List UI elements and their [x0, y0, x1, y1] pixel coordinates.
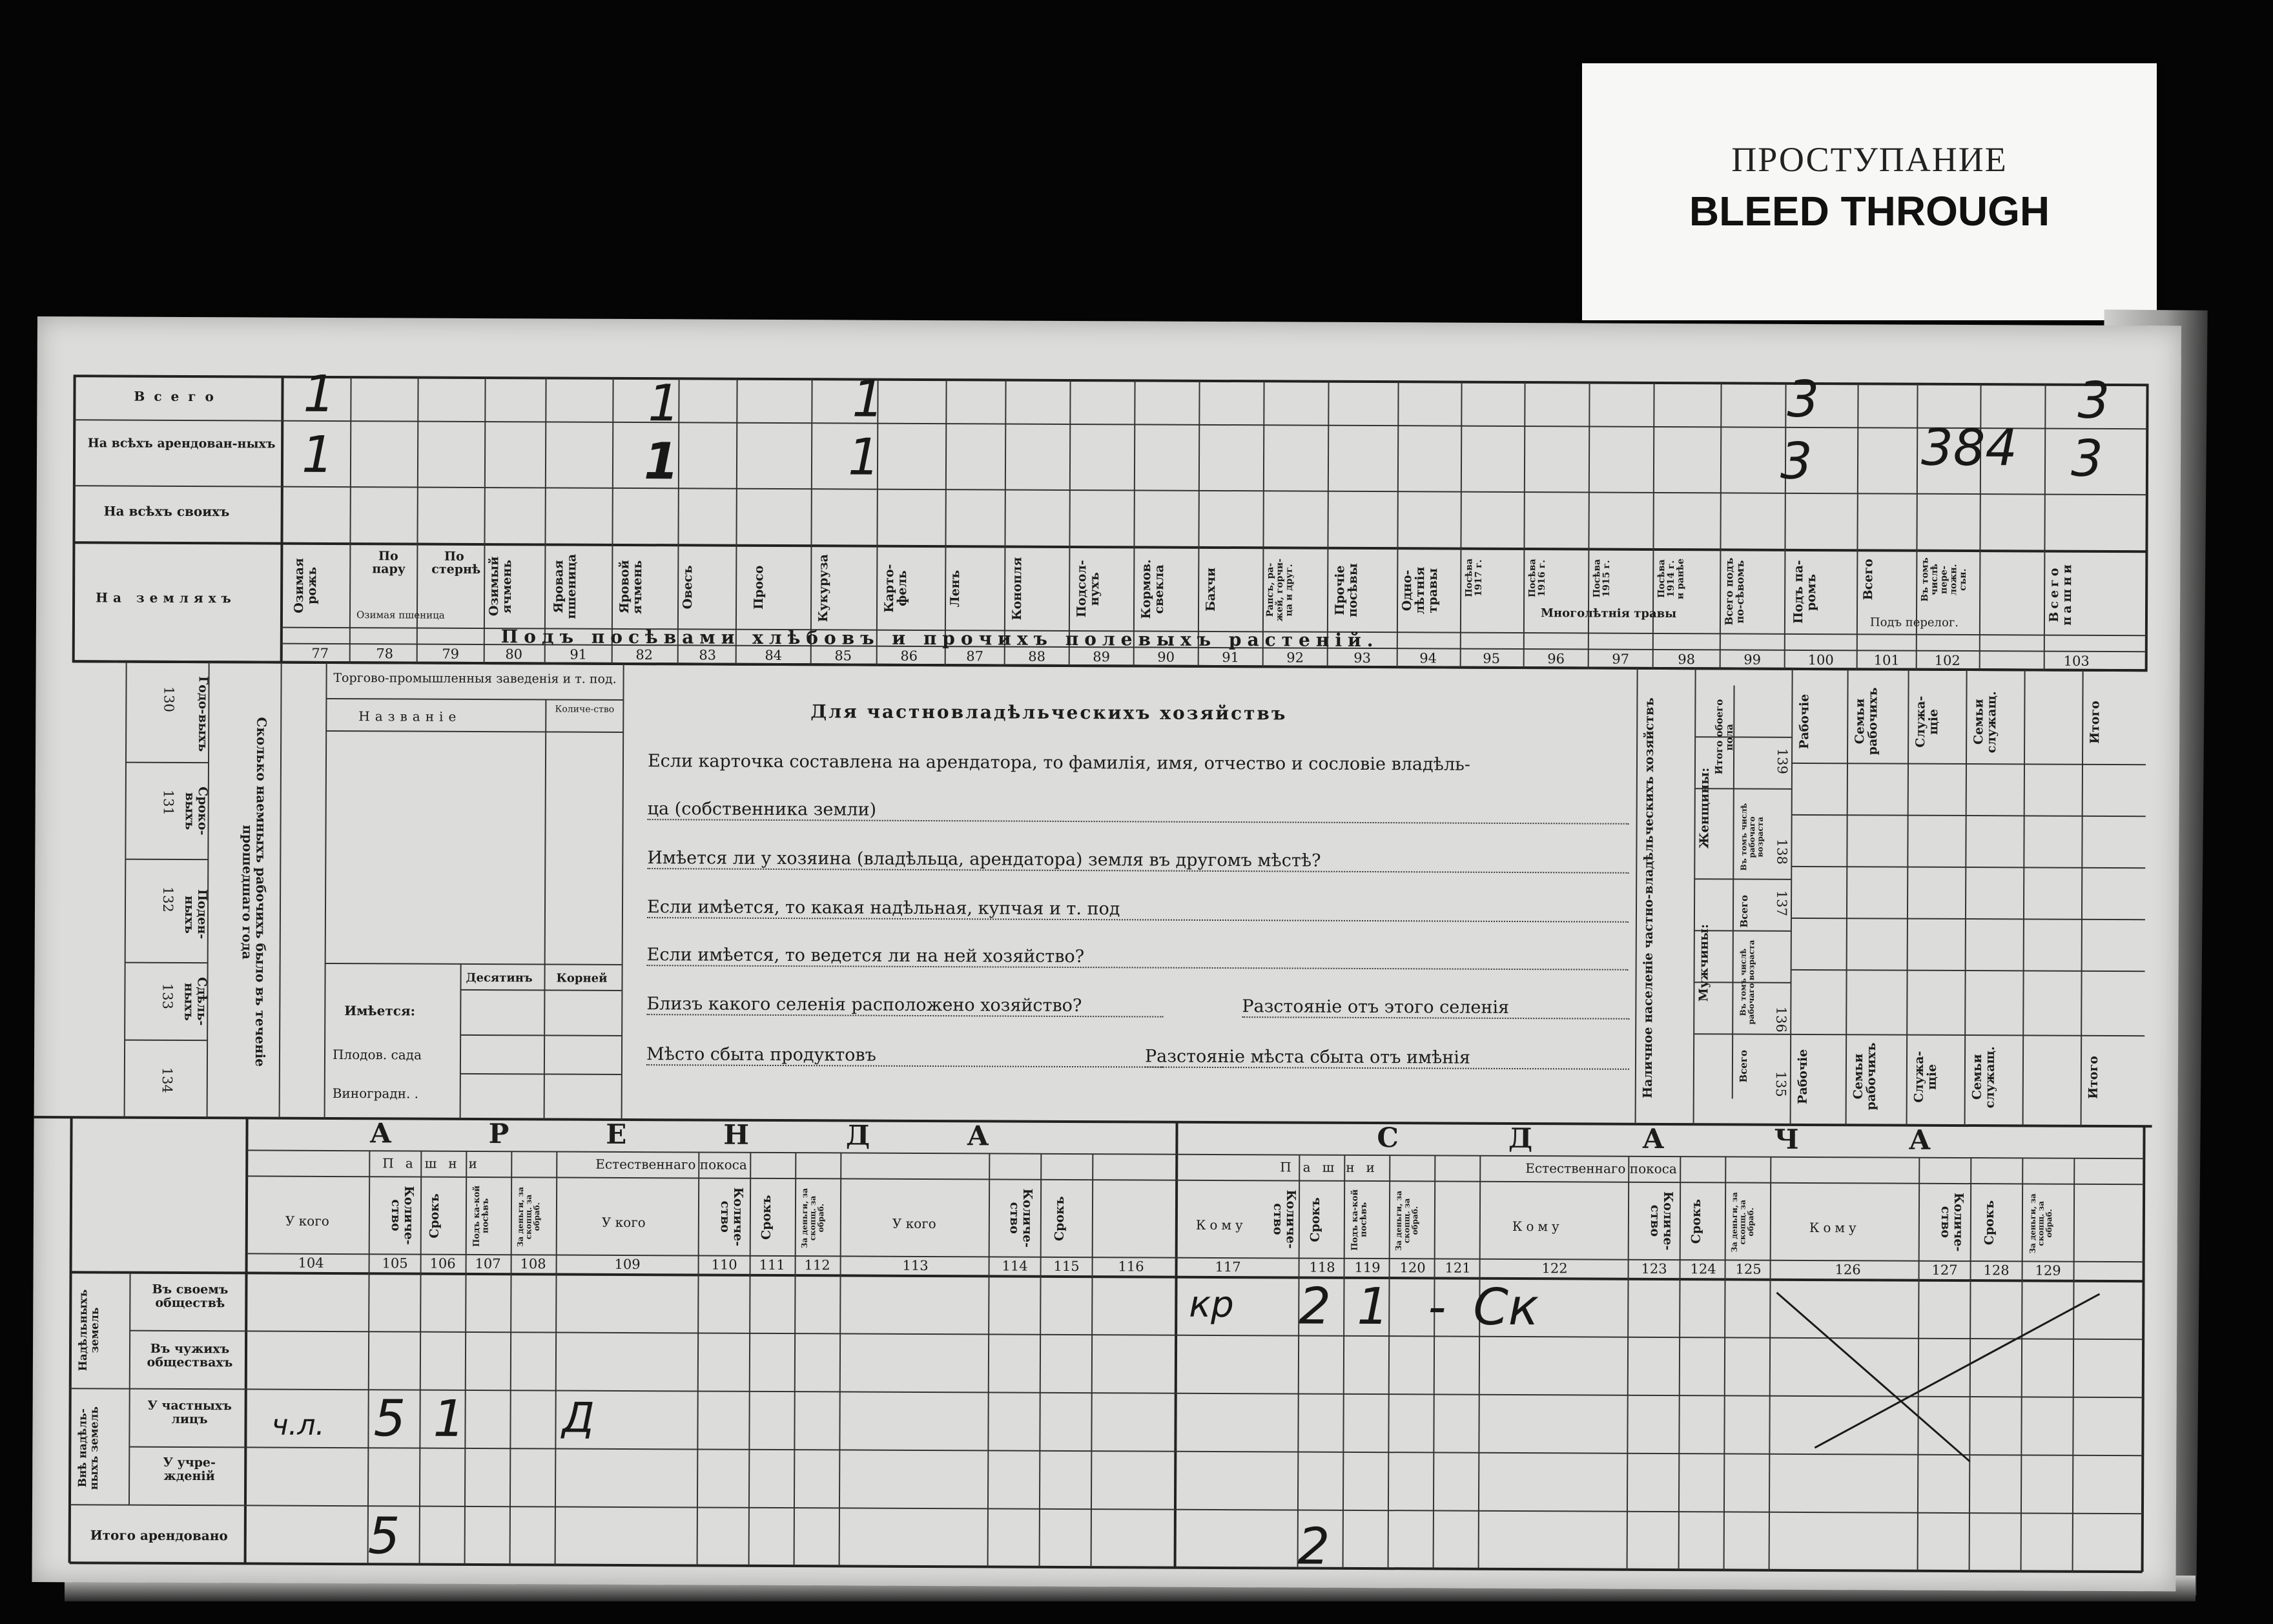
- crop-header: Посѣва 1917 г.: [1464, 558, 1485, 597]
- crop-header: Яровой ячмень: [617, 560, 645, 614]
- crop-header: Посѣва 1914 г. и ранѣе: [1656, 558, 1686, 599]
- col-number: 128: [1983, 1262, 2010, 1279]
- col-number: 110: [711, 1257, 737, 1273]
- col-number: 112: [804, 1257, 830, 1273]
- col-number: 87: [966, 648, 984, 664]
- u-kogo-header-2: У кого: [601, 1214, 646, 1231]
- col-number: 126: [1835, 1262, 1861, 1278]
- crop-header: Подсол-нухъ: [1074, 560, 1102, 618]
- crop-header: Просо: [752, 565, 766, 610]
- col-number: 80: [505, 646, 523, 663]
- crop-header: Озимая рожь: [291, 557, 320, 613]
- row-chuzhih-obshchestvah: Въ чужихъ обществахъ: [147, 1341, 233, 1370]
- arenda-title: АРЕНДА: [369, 1117, 1086, 1153]
- col-number: 92: [1286, 650, 1304, 666]
- question-owner-a: Если карточка составлена на арендатора, то фамилiя, имя, отчество и сословiе владѣль-: [647, 751, 1471, 775]
- label-card-russian: ПРОСТУПАНИЕ: [1731, 140, 2008, 179]
- question-market: Мѣсто сбыта продуктовъ: [646, 1045, 1163, 1067]
- handwritten-arend-perelog: 384: [1920, 418, 2018, 478]
- srok-header-6: Срокъ: [1982, 1200, 1997, 1245]
- pop-col-employee-families-bottom: Семьи служащ.: [1970, 1046, 1998, 1109]
- crop-header: По пару: [372, 549, 406, 577]
- col-number: 118: [1309, 1259, 1335, 1275]
- pop-col-total: Итого: [2088, 701, 2103, 745]
- women-label: Женщины:: [1697, 767, 1712, 849]
- col-number: 102: [1934, 652, 1960, 668]
- pod-kakoy-header: Подъ ка-кой посѣвъ: [471, 1185, 491, 1247]
- question-other-land: Имѣется ли у хозяина (владѣльца, арендатора) земля въ другомъ мѣстѣ?: [647, 848, 1629, 873]
- col-number: 99: [1743, 652, 1762, 668]
- kol-header-4: Количе-ство: [1270, 1189, 1299, 1249]
- hired-workers-title: Сколько наемныхъ рабочихъ было въ теченiе прошедшаго года: [239, 717, 270, 1067]
- col-number: 106: [429, 1255, 456, 1271]
- handwritten-srok-1: 1: [1357, 1277, 1390, 1337]
- col-number: 122: [1541, 1260, 1568, 1277]
- col-number: 90: [1157, 649, 1175, 665]
- col-number: 98: [1678, 652, 1696, 668]
- kol-header: Количе-ство: [388, 1186, 417, 1246]
- crop-header: Кукуруза: [816, 553, 831, 622]
- handwritten-d: Д: [562, 1394, 595, 1443]
- col-number: 94: [1419, 650, 1437, 666]
- handwritten-itogo-2: 2: [1297, 1517, 1330, 1576]
- pop-col-workers-bottom: Рабочiе: [1795, 1049, 1811, 1104]
- col-number: 123: [1641, 1260, 1667, 1277]
- komu-header-2: Кому: [1512, 1218, 1563, 1235]
- population-title: Наличное населенiе частно-владѣльческихъ хозяйствъ: [1640, 697, 1657, 1099]
- pod-kakoy-header-2: Подъ ка-кой посѣвъ: [1350, 1189, 1369, 1251]
- col-number: 120: [1399, 1260, 1426, 1276]
- handwritten-itogo-5: 5: [367, 1507, 400, 1566]
- col-number: 86: [900, 648, 918, 664]
- kol-header-3: Количе-ство: [1007, 1188, 1035, 1248]
- crop-header: Всего: [1861, 559, 1876, 601]
- handwritten-chl: ч.л.: [271, 1408, 325, 1442]
- row-svoem-obshchestve: Въ своемъ обществѣ: [152, 1282, 229, 1311]
- women-total: Всего: [1738, 895, 1751, 928]
- label-card-english: BLEED THROUGH: [1689, 188, 2050, 234]
- handwritten-vsego-corn: 1: [852, 370, 885, 429]
- arenda-pashni: Пашни: [382, 1155, 489, 1172]
- col-number: 125: [1735, 1261, 1762, 1277]
- both-sexes-total: Итого обоего пола: [1712, 699, 1736, 775]
- col-number: 108: [520, 1256, 546, 1272]
- handwritten-arend-total-sown: 3: [1780, 432, 1813, 491]
- za-dengi-header-3: За деньги, за скопщ. за обраб.: [1394, 1190, 1420, 1251]
- sdacha-pokos: Естественнаго покоса: [1525, 1160, 1677, 1177]
- col-number: 129: [2035, 1262, 2061, 1279]
- col-number: 84: [765, 647, 783, 664]
- col-number: 111: [759, 1257, 785, 1273]
- crop-header: Карто-фель: [882, 564, 910, 613]
- crop-header: Конопля: [1009, 557, 1025, 621]
- col-number: 96: [1547, 651, 1565, 667]
- pop-col-employees-bottom: Служа-щiе: [1911, 1051, 1939, 1103]
- crop-header: Подъ па-ромъ: [1791, 560, 1819, 624]
- handwritten-kol-2: 2: [1299, 1277, 1332, 1336]
- srok-header-3: Срокъ: [1052, 1196, 1067, 1241]
- col-number: 127: [1931, 1262, 1958, 1278]
- worker-col-number: 132: [159, 886, 176, 912]
- crop-header: Всего пашни: [2046, 560, 2075, 626]
- crop-header: Всего подъ по-сѣвомъ: [1722, 557, 1747, 626]
- za-dengi-header-4: За деньги, за скопщ. за обраб.: [1729, 1191, 1756, 1253]
- pop-col-number: 137: [1773, 890, 1790, 916]
- crop-header: По стернѣ: [431, 549, 481, 577]
- pop-col-worker-families: Семьи рабочихъ: [1853, 687, 1880, 755]
- pop-col-number: 139: [1774, 748, 1791, 774]
- row-chastnyh-lits: У частныхъ лицъ: [147, 1398, 232, 1427]
- col-number: 124: [1690, 1261, 1716, 1277]
- handwritten-vsego-rye: 1: [303, 365, 336, 424]
- form-title: Для частновладѣльческихъ хозяйствъ: [810, 701, 1288, 725]
- men-working-age: Въ томъ числѣ рабочаго возраста: [1738, 940, 1756, 1025]
- vne-nadel-group-label: Внѣ надѣль-ныхъ земель: [76, 1406, 101, 1490]
- desyatin-header: Десятинъ: [466, 971, 533, 985]
- has-label: Имѣется:: [344, 1003, 416, 1019]
- crop-header: Яровая пшеница: [551, 554, 579, 620]
- census-form-sheet: [32, 316, 2181, 1591]
- col-number: 103: [2063, 653, 2090, 669]
- col-number: 95: [1483, 650, 1501, 666]
- question-farming: Если имѣется, то ведется ли на ней хозяйство?: [647, 945, 1629, 970]
- kol-header-2: Количе-ство: [717, 1187, 746, 1247]
- crop-header: Озимый ячмень: [486, 556, 515, 617]
- kol-header-6: Количе-ство: [1938, 1193, 1966, 1252]
- crop-header: Кормов. свекла: [1138, 559, 1167, 619]
- arenda-pokos: Естественнаго покоса: [595, 1156, 747, 1173]
- question-village-distance: Разстоянiе отъ этого селенiя: [1242, 997, 1629, 1019]
- handwritten-arend-barley: 1: [643, 433, 679, 491]
- handwritten-arend-total-pashni: 3: [2070, 429, 2103, 488]
- men-total: Всего: [1737, 1050, 1750, 1083]
- korney-header: Корней: [556, 971, 608, 985]
- col-number: 85: [834, 648, 852, 664]
- row-label-arend: На всѣхъ арендован-ныхъ: [87, 436, 276, 451]
- col-number: 91: [570, 646, 588, 663]
- worker-type-label: Поден-ныхъ: [181, 889, 210, 940]
- za-dengi-header-5: За деньги, за скопщ. за обраб.: [2028, 1193, 2054, 1254]
- col-number: 117: [1215, 1259, 1241, 1275]
- handwritten-komu-kr: кр: [1189, 1283, 1234, 1326]
- handwritten-vsego-total-pashni: 3: [2077, 371, 2110, 431]
- col-number: 107: [475, 1255, 501, 1272]
- row-label-vsego: Всего: [134, 388, 223, 405]
- crop-header: Рапсъ, ра-жей, горчи-ца и друг.: [1264, 558, 1295, 622]
- question-market-distance: Разстоянiе мѣста сбыта отъ имѣнiя: [1145, 1047, 1629, 1069]
- nadel-group-label: Надѣльныхъ земель: [76, 1290, 102, 1372]
- col-number: 115: [1053, 1258, 1080, 1275]
- handwritten-srok-1-low: 1: [433, 1390, 466, 1448]
- crop-header: Посѣва 1916 г.: [1527, 559, 1548, 598]
- col-number: 113: [902, 1257, 929, 1274]
- komu-header-3: Кому: [1809, 1219, 1860, 1236]
- question-village: Близъ какого селенiя расположено хозяйство?: [646, 994, 1163, 1017]
- u-kogo-header-3: У кого: [892, 1215, 936, 1232]
- col-number: 79: [442, 646, 460, 662]
- wheat-group-label: Озимая пшеница: [356, 609, 445, 621]
- srok-header-2: Срокъ: [759, 1195, 774, 1240]
- trade-title: Торгово-промышленныя заведенiя и т. под.: [333, 671, 617, 686]
- crop-header: Овесъ: [681, 565, 695, 610]
- trade-qty-header: Количе-ство: [555, 704, 615, 715]
- col-number: 121: [1445, 1260, 1471, 1276]
- question-owner-b: ца (собственника земли): [648, 799, 1629, 824]
- handwritten-vsego-barley: 1: [648, 375, 681, 433]
- crop-header: Прочiе посѣвы: [1333, 562, 1361, 617]
- worker-col-number: 130: [161, 686, 177, 712]
- question-land-type: Если имѣется, то какая надѣльная, купчая и т. под: [647, 898, 1629, 922]
- sdacha-title: СДАЧА: [1377, 1122, 2041, 1156]
- col-number: 116: [1118, 1259, 1144, 1275]
- row-label-svoih: На всѣхъ своихъ: [103, 503, 230, 520]
- handwritten-arend-rye: 1: [301, 426, 334, 485]
- col-number: 78: [376, 646, 394, 662]
- worker-col-number: 133: [159, 983, 176, 1009]
- sdacha-pashni: Пашни: [1280, 1159, 1386, 1176]
- pop-col-number: 135: [1773, 1071, 1789, 1097]
- komu-header: Кому: [1195, 1217, 1247, 1233]
- pop-col-number: 136: [1773, 1006, 1789, 1033]
- crop-header: Ленъ: [948, 570, 963, 607]
- crop-header: Одно-лѣтнiя травы: [1400, 566, 1441, 615]
- crop-header: Въ томъ числѣ пере-ложн. сън.: [1920, 557, 1969, 602]
- handwritten-sk: Ск: [1473, 1278, 1539, 1337]
- upper-banner: Подъ посѣвами хлѣбовъ и прочихъ полевыхъ растенiй.: [500, 626, 1379, 652]
- col-number: 93: [1353, 650, 1372, 666]
- col-number: 91: [1222, 650, 1240, 666]
- women-working-age: Въ томъ числѣ рабочаго возраста: [1739, 803, 1765, 871]
- col-number: 105: [382, 1255, 408, 1271]
- col-number: 119: [1354, 1259, 1381, 1276]
- crop-header: Посѣва 1915 г.: [1592, 559, 1612, 598]
- srok-header: Срокъ: [427, 1193, 442, 1239]
- bleed-through-label-card: [1582, 63, 2157, 320]
- row-label-na-zemlyah: На земляхъ: [96, 590, 236, 606]
- worker-type-label: Сдѣль-ныхъ: [181, 977, 209, 1026]
- worker-col-number: 134: [159, 1067, 175, 1093]
- pop-col-number: 138: [1774, 838, 1790, 865]
- col-number: 89: [1093, 649, 1111, 665]
- crop-header: Бахчи: [1204, 567, 1219, 612]
- col-number: 104: [298, 1255, 324, 1271]
- perelog-group-label: Подъ перелог.: [1869, 615, 1959, 630]
- pop-col-employees: Служа-щiе: [1913, 695, 1941, 748]
- pop-col-employee-families: Семьи служащ.: [1971, 691, 1999, 754]
- col-number: 97: [1612, 651, 1630, 667]
- za-dengi-header-2: За деньги, за скопщ. за обраб.: [799, 1187, 826, 1248]
- col-number: 100: [1807, 652, 1834, 668]
- col-number: 77: [311, 645, 329, 661]
- za-dengi-header: За деньги, за скопщ. за обраб.: [515, 1186, 542, 1247]
- col-number: 114: [1002, 1258, 1028, 1274]
- handwritten-vsego-total-sown: 3: [1787, 370, 1820, 429]
- pop-col-total-bottom: Итого: [2086, 1056, 2101, 1100]
- handwritten-arend-corn: 1: [847, 428, 880, 487]
- u-kogo-header: У кого: [285, 1213, 329, 1229]
- col-number: 82: [635, 647, 653, 663]
- kol-header-5: Количе-ство: [1647, 1191, 1676, 1251]
- grass-group-label: Многолѣтнiя травы: [1540, 606, 1677, 621]
- row-itogo-arendovano: Итого арендовано: [90, 1527, 228, 1544]
- men-label: Мужчины:: [1696, 924, 1711, 1002]
- row-uchrezhdeniy: У учре-жденiй: [163, 1455, 216, 1484]
- orchard-label: Плодов. сада: [332, 1047, 422, 1063]
- col-number: 88: [1028, 648, 1046, 664]
- srok-header-5: Срокъ: [1689, 1198, 1704, 1244]
- col-number: 109: [614, 1256, 641, 1273]
- pop-col-workers: Рабочiе: [1797, 694, 1812, 749]
- worker-type-label: Сроко-выхъ: [182, 786, 210, 836]
- worker-col-number: 131: [160, 789, 176, 816]
- trade-name-header: Названiе: [358, 708, 462, 725]
- vineyard-label: Виноградн. .: [332, 1085, 419, 1102]
- col-number: 101: [1873, 652, 1900, 668]
- handwritten-dash: -: [1428, 1278, 1446, 1337]
- pop-col-worker-families-bottom: Семьи рабочихъ: [1851, 1042, 1879, 1111]
- worker-type-label: Годо-выхъ: [196, 676, 211, 752]
- handwritten-kol-5: 5: [373, 1390, 406, 1448]
- col-number: 83: [699, 647, 717, 663]
- srok-header-4: Срокъ: [1308, 1197, 1323, 1242]
